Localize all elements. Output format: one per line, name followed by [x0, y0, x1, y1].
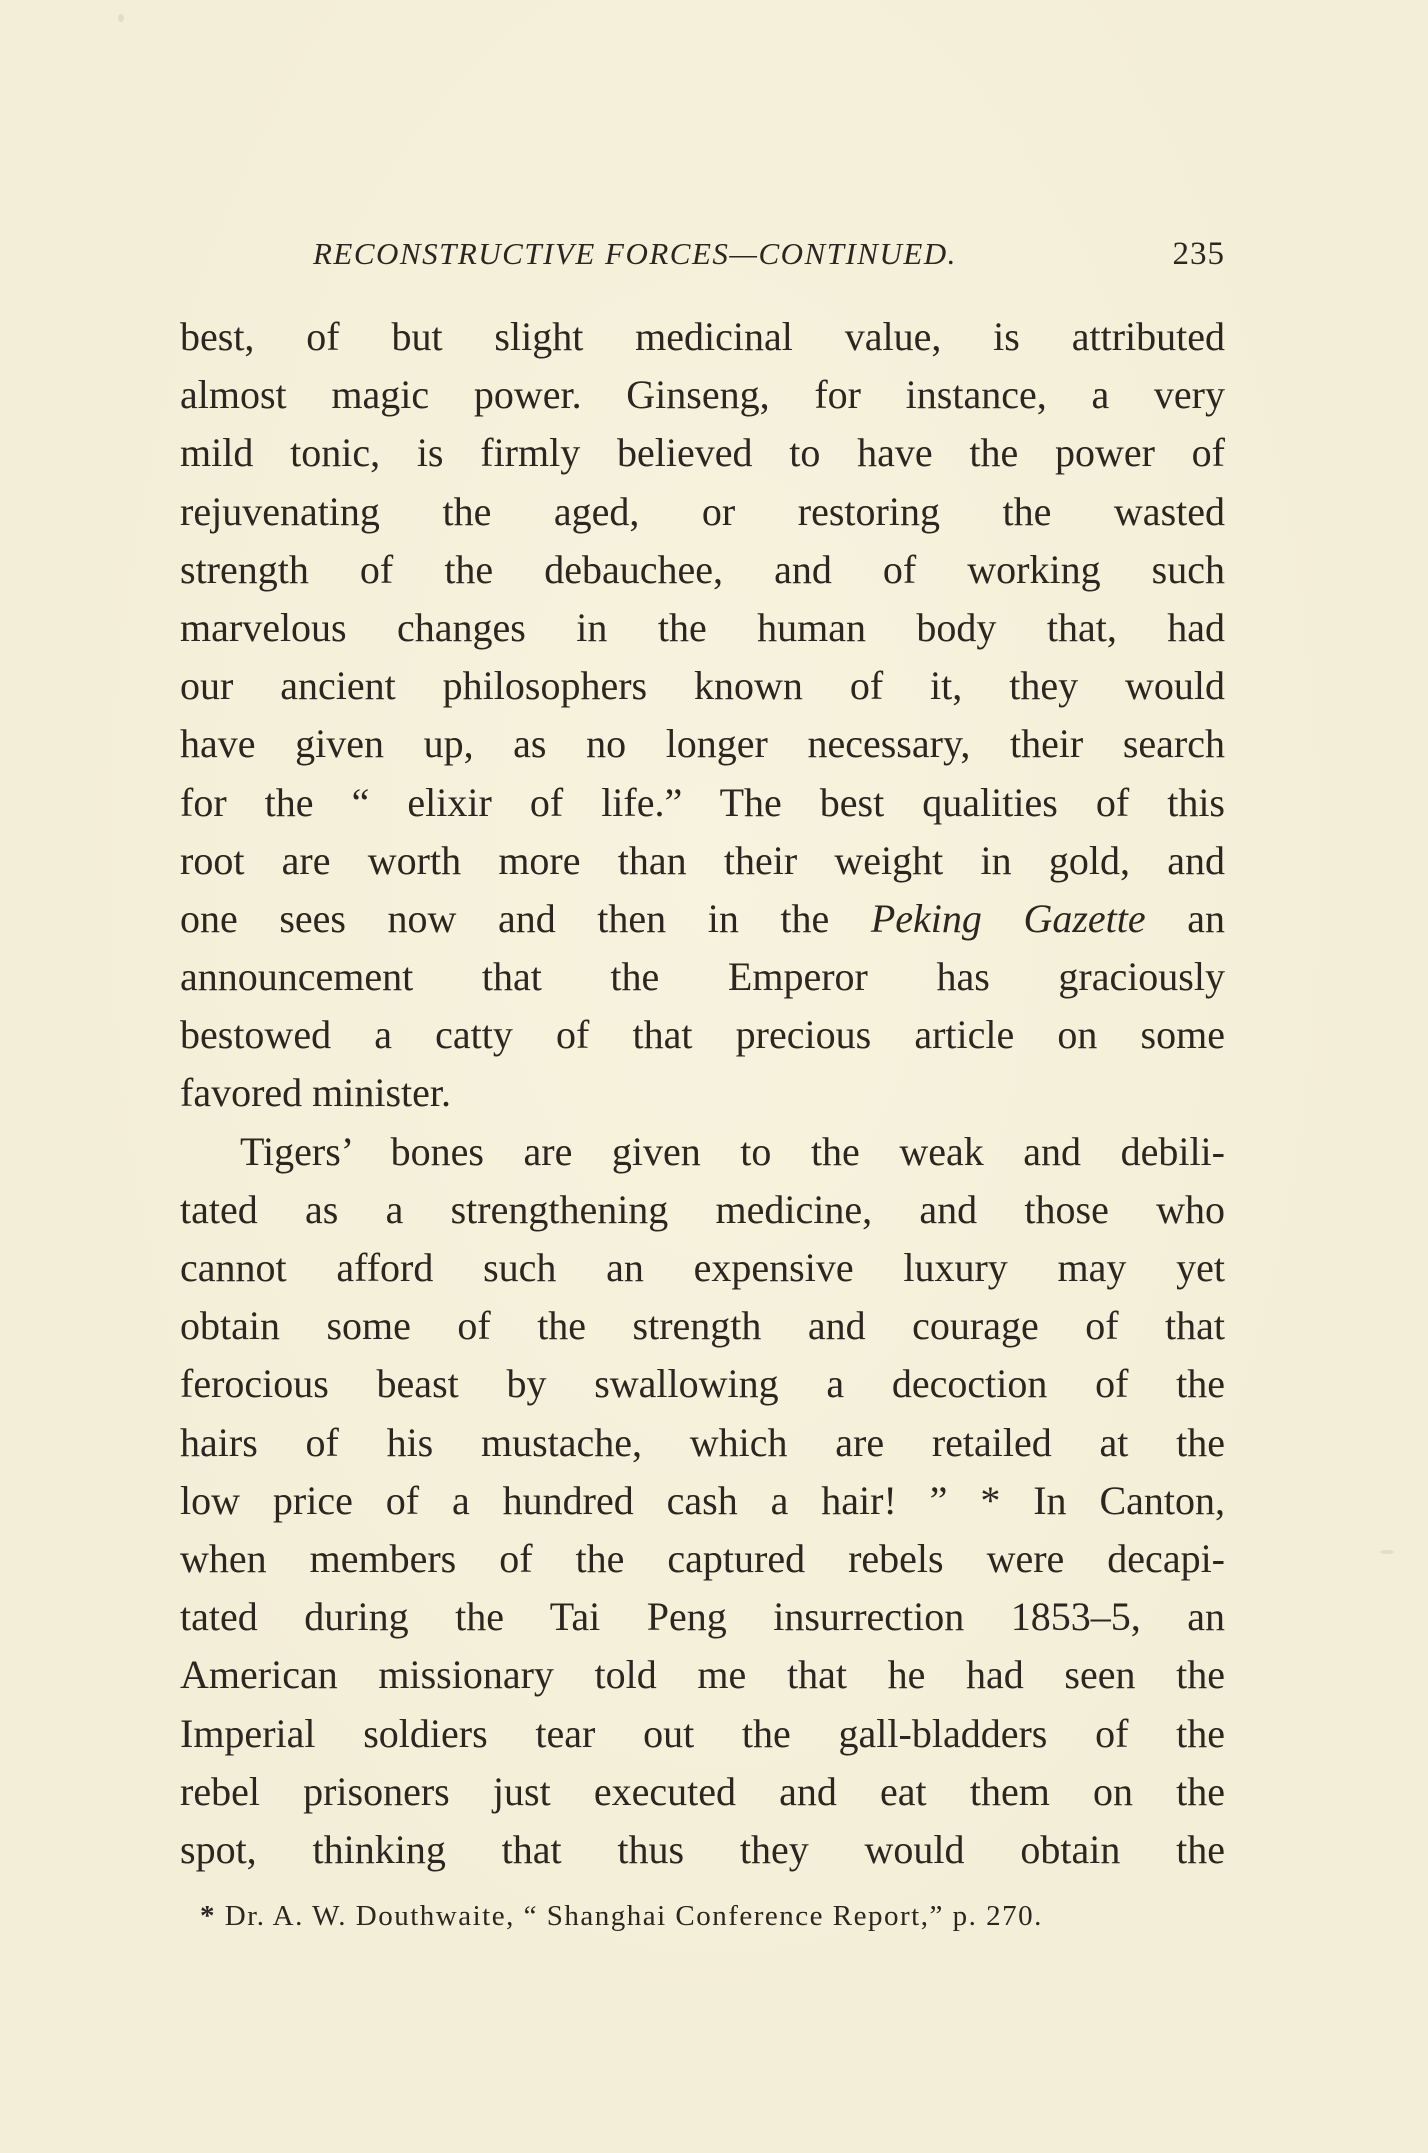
text-line: obtain some of the strength and courage of that [180, 1303, 1225, 1349]
italic-title: Peking Gazette [870, 895, 1146, 941]
running-title: RECONSTRUCTIVE FORCES—CONTINUED. [313, 236, 957, 271]
text-segment: one sees now and then in the [180, 895, 830, 941]
text-line: our ancient philosophers known of it, they would [180, 663, 1225, 709]
text-line: American missionary told me that he had seen the [180, 1652, 1225, 1698]
footnote [200, 1900, 1220, 1933]
text-line: Imperial soldiers tear out the gall-bladders of the [180, 1710, 1225, 1756]
text-line: have given up, as no longer necessary, their search [180, 721, 1225, 767]
text-line: best, of but slight medicinal value, is attributed [180, 314, 1225, 359]
text-line: root are worth more than their weight in gold, and [180, 837, 1225, 883]
body-text [180, 308, 1225, 1879]
text-line: when members of the captured rebels were decapi- [180, 1535, 1225, 1581]
text-line: marvelous changes in the human body that, had [180, 604, 1225, 650]
footnote-text: Dr. A. W. Douthwaite, “ Shanghai Conference Report,” p. 270. [224, 1900, 1043, 1932]
text-line: favored minister. [180, 1070, 452, 1116]
text-line: low price of a hundred cash a hair! ” * In Canton, [180, 1477, 1225, 1523]
page-header [180, 236, 1225, 280]
text-line: ferocious beast by swallowing a decoction of the [180, 1361, 1225, 1407]
text-line: bestowed a catty of that precious article on some [180, 1012, 1225, 1058]
text-line: spot, thinking that thus they would obtain the [180, 1826, 1225, 1872]
text-line: Tigers’ bones are given to the weak and debili- [240, 1128, 1225, 1174]
text-line: almost magic power. Ginseng, for instance, a very [180, 372, 1225, 418]
text-line: announcement that the Emperor has graciously [180, 954, 1225, 1000]
text-line: tated during the Tai Peng insurrection 1853–5, an [180, 1594, 1225, 1640]
text-line: rejuvenating the aged, or restoring the wasted [180, 488, 1225, 534]
paper-stain [1380, 1550, 1394, 1554]
text-line: mild tonic, is firmly believed to have the power of [180, 430, 1225, 476]
text-line: for the “ elixir of life.” The best qualities of this [180, 779, 1225, 825]
text-line [180, 890, 1225, 948]
paragraph [180, 308, 1225, 1123]
text-line: tated as a strengthening medicine, and those who [180, 1186, 1225, 1232]
text-line: strength of the debauchee, and of working such [180, 546, 1225, 592]
page-number: 235 [1172, 236, 1225, 272]
paper-stain [118, 14, 124, 22]
text-line: rebel prisoners just executed and eat them on the [180, 1768, 1225, 1814]
text-line: cannot afford such an expensive luxury may yet [180, 1245, 1225, 1290]
footnote-mark: * [200, 1900, 216, 1932]
paragraph [180, 1123, 1225, 1879]
text-line: hairs of his mustache, which are retailed at the [180, 1419, 1225, 1465]
text-segment: an [1187, 895, 1225, 941]
